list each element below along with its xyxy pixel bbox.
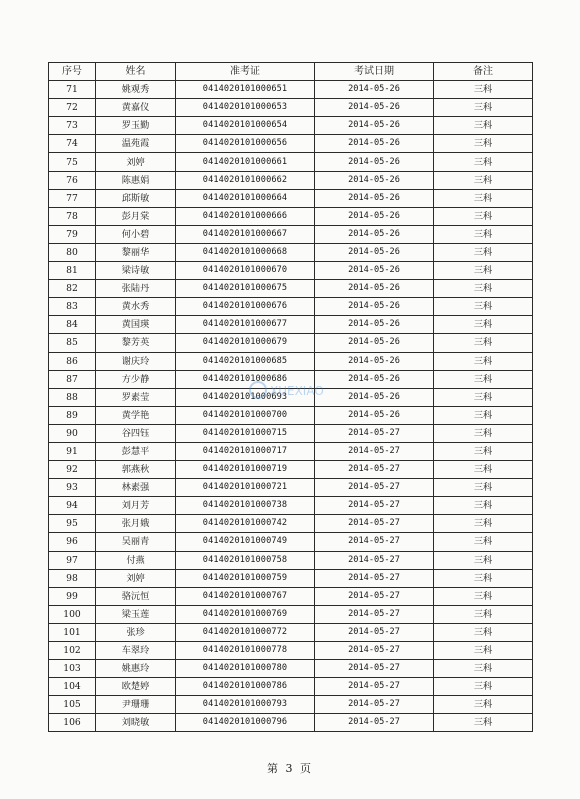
row-remarks: 三科 xyxy=(434,442,533,460)
row-exam-date: 2014-05-26 xyxy=(315,81,434,99)
row-name: 梁玉莲 xyxy=(96,605,176,623)
row-ticket-number: 0414020101000715 xyxy=(176,424,315,442)
row-index: 90 xyxy=(49,424,96,442)
row-index: 82 xyxy=(49,280,96,298)
table-row xyxy=(49,225,533,243)
row-exam-date: 2014-05-26 xyxy=(315,135,434,153)
row-exam-date: 2014-05-27 xyxy=(315,461,434,479)
row-remarks: 三科 xyxy=(434,551,533,569)
row-remarks: 三科 xyxy=(434,569,533,587)
table-row xyxy=(49,678,533,696)
row-name: 温苑霞 xyxy=(96,135,176,153)
watermark-text: XUEXIAO xyxy=(270,384,324,398)
row-index: 100 xyxy=(49,605,96,623)
row-ticket-number: 0414020101000664 xyxy=(176,189,315,207)
table-row xyxy=(49,424,533,442)
row-ticket-number: 0414020101000759 xyxy=(176,569,315,587)
table-row xyxy=(49,280,533,298)
row-ticket-number: 0414020101000686 xyxy=(176,370,315,388)
row-ticket-number: 0414020101000719 xyxy=(176,461,315,479)
table-row xyxy=(49,569,533,587)
row-remarks: 三科 xyxy=(434,623,533,641)
row-ticket-number: 0414020101000749 xyxy=(176,533,315,551)
row-name: 张陆丹 xyxy=(96,280,176,298)
table-row xyxy=(49,388,533,406)
row-name: 黄嘉仪 xyxy=(96,99,176,117)
row-ticket-number: 0414020101000656 xyxy=(176,135,315,153)
table-row xyxy=(49,461,533,479)
row-index: 96 xyxy=(49,533,96,551)
row-ticket-number: 0414020101000780 xyxy=(176,660,315,678)
row-exam-date: 2014-05-26 xyxy=(315,99,434,117)
row-name: 黄水秀 xyxy=(96,298,176,316)
row-remarks: 三科 xyxy=(434,316,533,334)
row-index: 75 xyxy=(49,153,96,171)
row-name: 谢庆玲 xyxy=(96,352,176,370)
header-remarks: 备注 xyxy=(434,63,533,81)
row-exam-date: 2014-05-26 xyxy=(315,280,434,298)
row-index: 81 xyxy=(49,262,96,280)
row-remarks: 三科 xyxy=(434,515,533,533)
row-name: 罗玉勤 xyxy=(96,117,176,135)
table-row xyxy=(49,479,533,497)
row-name: 陈惠娟 xyxy=(96,171,176,189)
table-row xyxy=(49,135,533,153)
table-row xyxy=(49,714,533,732)
row-index: 88 xyxy=(49,388,96,406)
row-exam-date: 2014-05-26 xyxy=(315,153,434,171)
row-remarks: 三科 xyxy=(434,262,533,280)
row-name: 姚观秀 xyxy=(96,81,176,99)
row-index: 72 xyxy=(49,99,96,117)
row-name: 骆沅恒 xyxy=(96,587,176,605)
row-ticket-number: 0414020101000668 xyxy=(176,243,315,261)
header-index: 序号 xyxy=(49,63,96,81)
row-exam-date: 2014-05-27 xyxy=(315,497,434,515)
row-remarks: 三科 xyxy=(434,99,533,117)
row-exam-date: 2014-05-27 xyxy=(315,551,434,569)
row-name: 黎芳英 xyxy=(96,334,176,352)
row-index: 101 xyxy=(49,623,96,641)
table-row xyxy=(49,533,533,551)
row-ticket-number: 0414020101000666 xyxy=(176,207,315,225)
row-exam-date: 2014-05-26 xyxy=(315,298,434,316)
row-name: 黄学艳 xyxy=(96,406,176,424)
exam-roster-table xyxy=(48,62,533,732)
row-name: 何小碧 xyxy=(96,225,176,243)
table-row xyxy=(49,99,533,117)
row-exam-date: 2014-05-26 xyxy=(315,262,434,280)
row-name: 车翠玲 xyxy=(96,642,176,660)
row-index: 92 xyxy=(49,461,96,479)
row-remarks: 三科 xyxy=(434,298,533,316)
table-row xyxy=(49,442,533,460)
row-index: 74 xyxy=(49,135,96,153)
row-remarks: 三科 xyxy=(434,587,533,605)
row-index: 85 xyxy=(49,334,96,352)
page-number: 第 3 页 xyxy=(267,762,313,775)
row-remarks: 三科 xyxy=(434,207,533,225)
row-exam-date: 2014-05-27 xyxy=(315,442,434,460)
table-row xyxy=(49,605,533,623)
table-row xyxy=(49,153,533,171)
row-ticket-number: 0414020101000677 xyxy=(176,316,315,334)
table-row xyxy=(49,660,533,678)
table-header-row xyxy=(49,63,533,81)
row-name: 邱斯敏 xyxy=(96,189,176,207)
row-name: 林素强 xyxy=(96,479,176,497)
row-exam-date: 2014-05-27 xyxy=(315,714,434,732)
row-remarks: 三科 xyxy=(434,533,533,551)
table-row xyxy=(49,189,533,207)
row-exam-date: 2014-05-26 xyxy=(315,388,434,406)
row-ticket-number: 0414020101000693 xyxy=(176,388,315,406)
row-exam-date: 2014-05-27 xyxy=(315,660,434,678)
row-index: 104 xyxy=(49,678,96,696)
row-exam-date: 2014-05-27 xyxy=(315,424,434,442)
row-index: 83 xyxy=(49,298,96,316)
row-name: 彭月棠 xyxy=(96,207,176,225)
row-ticket-number: 0414020101000667 xyxy=(176,225,315,243)
row-remarks: 三科 xyxy=(434,352,533,370)
table-row xyxy=(49,696,533,714)
row-name: 付燕 xyxy=(96,551,176,569)
row-remarks: 三科 xyxy=(434,153,533,171)
row-ticket-number: 0414020101000742 xyxy=(176,515,315,533)
row-index: 76 xyxy=(49,171,96,189)
row-exam-date: 2014-05-26 xyxy=(315,334,434,352)
row-ticket-number: 0414020101000772 xyxy=(176,623,315,641)
row-remarks: 三科 xyxy=(434,171,533,189)
row-ticket-number: 0414020101000685 xyxy=(176,352,315,370)
row-name: 罗素莹 xyxy=(96,388,176,406)
row-ticket-number: 0414020101000721 xyxy=(176,479,315,497)
row-exam-date: 2014-05-26 xyxy=(315,225,434,243)
table-row xyxy=(49,334,533,352)
row-exam-date: 2014-05-27 xyxy=(315,623,434,641)
row-remarks: 三科 xyxy=(434,678,533,696)
table-row xyxy=(49,117,533,135)
table-row xyxy=(49,207,533,225)
row-index: 84 xyxy=(49,316,96,334)
row-name: 郭燕秋 xyxy=(96,461,176,479)
row-index: 89 xyxy=(49,406,96,424)
table-row xyxy=(49,81,533,99)
row-ticket-number: 0414020101000661 xyxy=(176,153,315,171)
row-remarks: 三科 xyxy=(434,642,533,660)
row-ticket-number: 0414020101000651 xyxy=(176,81,315,99)
table-body xyxy=(49,81,533,732)
table-row xyxy=(49,262,533,280)
row-ticket-number: 0414020101000670 xyxy=(176,262,315,280)
row-index: 99 xyxy=(49,587,96,605)
row-index: 97 xyxy=(49,551,96,569)
table-row xyxy=(49,370,533,388)
row-ticket-number: 0414020101000793 xyxy=(176,696,315,714)
row-remarks: 三科 xyxy=(434,370,533,388)
row-remarks: 三科 xyxy=(434,461,533,479)
row-ticket-number: 0414020101000758 xyxy=(176,551,315,569)
row-index: 95 xyxy=(49,515,96,533)
row-index: 79 xyxy=(49,225,96,243)
row-exam-date: 2014-05-27 xyxy=(315,533,434,551)
row-remarks: 三科 xyxy=(434,605,533,623)
row-remarks: 三科 xyxy=(434,424,533,442)
row-index: 105 xyxy=(49,696,96,714)
row-exam-date: 2014-05-26 xyxy=(315,117,434,135)
table-row xyxy=(49,243,533,261)
row-name: 刘月芳 xyxy=(96,497,176,515)
row-exam-date: 2014-05-26 xyxy=(315,316,434,334)
row-ticket-number: 0414020101000786 xyxy=(176,678,315,696)
row-ticket-number: 0414020101000662 xyxy=(176,171,315,189)
table-row xyxy=(49,515,533,533)
row-exam-date: 2014-05-27 xyxy=(315,696,434,714)
header-ticket-number: 准考证 xyxy=(176,63,315,81)
roster-sheet xyxy=(48,62,532,732)
row-remarks: 三科 xyxy=(434,243,533,261)
row-name: 梁诗敏 xyxy=(96,262,176,280)
row-remarks: 三科 xyxy=(434,280,533,298)
row-index: 91 xyxy=(49,442,96,460)
row-name: 张月娥 xyxy=(96,515,176,533)
table-row xyxy=(49,497,533,515)
table-row xyxy=(49,298,533,316)
row-remarks: 三科 xyxy=(434,135,533,153)
row-name: 方少静 xyxy=(96,370,176,388)
row-index: 86 xyxy=(49,352,96,370)
row-remarks: 三科 xyxy=(434,117,533,135)
row-exam-date: 2014-05-26 xyxy=(315,243,434,261)
row-exam-date: 2014-05-27 xyxy=(315,642,434,660)
row-name: 彭慧平 xyxy=(96,442,176,460)
row-name: 吴丽青 xyxy=(96,533,176,551)
row-exam-date: 2014-05-27 xyxy=(315,678,434,696)
row-ticket-number: 0414020101000717 xyxy=(176,442,315,460)
row-name: 刘婷 xyxy=(96,569,176,587)
row-remarks: 三科 xyxy=(434,479,533,497)
row-ticket-number: 0414020101000654 xyxy=(176,117,315,135)
row-ticket-number: 0414020101000675 xyxy=(176,280,315,298)
row-exam-date: 2014-05-27 xyxy=(315,515,434,533)
row-index: 77 xyxy=(49,189,96,207)
table-row xyxy=(49,623,533,641)
row-name: 姚惠玲 xyxy=(96,660,176,678)
table-row xyxy=(49,551,533,569)
row-name: 欧楚婷 xyxy=(96,678,176,696)
row-exam-date: 2014-05-27 xyxy=(315,587,434,605)
row-exam-date: 2014-05-26 xyxy=(315,352,434,370)
row-index: 102 xyxy=(49,642,96,660)
row-ticket-number: 0414020101000700 xyxy=(176,406,315,424)
row-remarks: 三科 xyxy=(434,225,533,243)
row-exam-date: 2014-05-26 xyxy=(315,406,434,424)
row-remarks: 三科 xyxy=(434,189,533,207)
row-index: 103 xyxy=(49,660,96,678)
table-row xyxy=(49,352,533,370)
row-index: 93 xyxy=(49,479,96,497)
row-name: 谷四钰 xyxy=(96,424,176,442)
row-name: 刘晓敏 xyxy=(96,714,176,732)
row-remarks: 三科 xyxy=(434,497,533,515)
row-ticket-number: 0414020101000796 xyxy=(176,714,315,732)
row-ticket-number: 0414020101000738 xyxy=(176,497,315,515)
row-name: 刘婷 xyxy=(96,153,176,171)
row-exam-date: 2014-05-26 xyxy=(315,189,434,207)
row-index: 80 xyxy=(49,243,96,261)
row-ticket-number: 0414020101000679 xyxy=(176,334,315,352)
row-name: 张珍 xyxy=(96,623,176,641)
row-remarks: 三科 xyxy=(434,714,533,732)
row-remarks: 三科 xyxy=(434,388,533,406)
table-row xyxy=(49,171,533,189)
row-remarks: 三科 xyxy=(434,696,533,714)
table-row xyxy=(49,587,533,605)
row-index: 94 xyxy=(49,497,96,515)
row-ticket-number: 0414020101000767 xyxy=(176,587,315,605)
row-exam-date: 2014-05-26 xyxy=(315,370,434,388)
table-row xyxy=(49,406,533,424)
row-exam-date: 2014-05-27 xyxy=(315,479,434,497)
row-exam-date: 2014-05-26 xyxy=(315,171,434,189)
row-index: 87 xyxy=(49,370,96,388)
header-name: 姓名 xyxy=(96,63,176,81)
table-row xyxy=(49,316,533,334)
row-name: 黄国瑛 xyxy=(96,316,176,334)
header-exam-date: 考试日期 xyxy=(315,63,434,81)
table-row xyxy=(49,642,533,660)
row-index: 73 xyxy=(49,117,96,135)
row-ticket-number: 0414020101000769 xyxy=(176,605,315,623)
row-ticket-number: 0414020101000676 xyxy=(176,298,315,316)
row-name: 黎丽华 xyxy=(96,243,176,261)
row-index: 98 xyxy=(49,569,96,587)
row-index: 106 xyxy=(49,714,96,732)
row-remarks: 三科 xyxy=(434,660,533,678)
row-name: 尹珊珊 xyxy=(96,696,176,714)
row-remarks: 三科 xyxy=(434,81,533,99)
row-index: 78 xyxy=(49,207,96,225)
row-exam-date: 2014-05-27 xyxy=(315,605,434,623)
row-ticket-number: 0414020101000778 xyxy=(176,642,315,660)
row-index: 71 xyxy=(49,81,96,99)
row-exam-date: 2014-05-26 xyxy=(315,207,434,225)
row-remarks: 三科 xyxy=(434,334,533,352)
row-ticket-number: 0414020101000653 xyxy=(176,99,315,117)
row-exam-date: 2014-05-27 xyxy=(315,569,434,587)
row-remarks: 三科 xyxy=(434,406,533,424)
